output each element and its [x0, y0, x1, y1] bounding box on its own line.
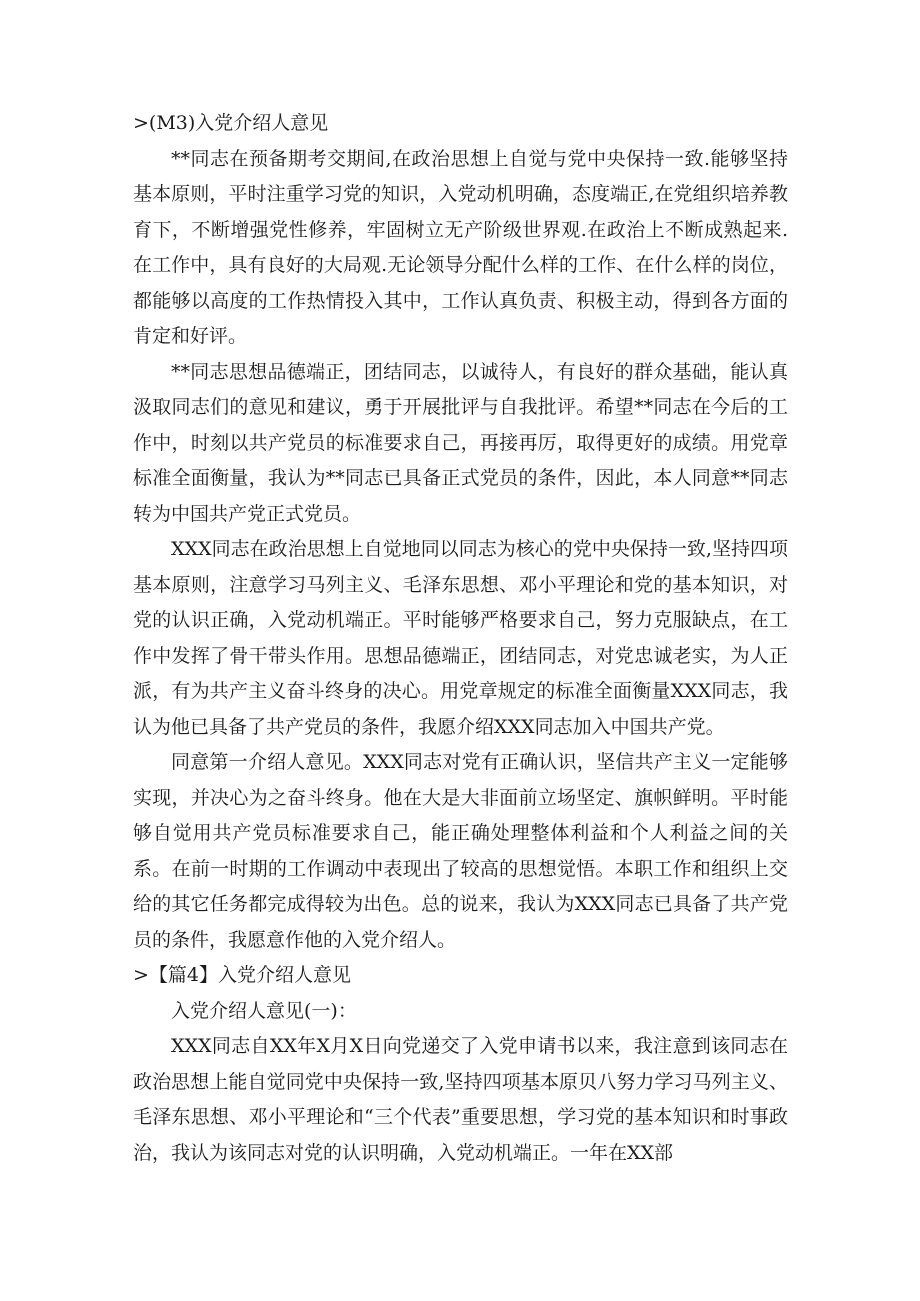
section-heading-4: >【篇4】入党介绍人意见 [133, 964, 352, 986]
paragraph-1: **同志在预备期考交期间,在政治思想上自觉与党中央保持一致.能够坚持基本原则，平时注重学习党的知识，入党动机明确，态度端正,在党组织培养教育下，不断增强党性修养，牢固树立无产阶级世界观.在政治上不断成熟起来.在工作中，具有良好的大局观.无论领导分配什么样的工作、在什么样的岗位，都能够以高度的工作热情投入其中，工作认真负责、积极主动，得到各方面的肯定和好评。 [133, 147, 788, 347]
document-body [133, 106, 788, 1171]
paragraph-5: XXX同志自XX年X月X日向党递交了入党申请书以来，我注意到该同志在政治思想上能自觉同党中央保持一致,坚持四项基本原贝八努力学习马列主义、毛泽东思想、邓小平理论和“三个代表”重要思想，学习党的基本知识和时事政治，我认为该同志对党的认识明确，入党动机端正。一年在XX部 [133, 1035, 788, 1164]
paragraph-3: XXX同志在政治思想上自觉地同以同志为核心的党中央保持一致,坚持四项基本原则，注意学习马列主义、毛泽东思想、邓小平理论和党的基本知识，对党的认识正确，入党动机端正。平时能够严格要求自己，努力克服缺点，在工作中发挥了骨干带头作用。思想品德端正，团结同志，对党忠诚老实，为人正派，有为共产主义奋斗终身的决心。用党章规定的标准全面衡量XXX同志，我认为他已具备了共产党员的条件，我愿介绍XXX同志加入中国共产党。 [133, 538, 788, 738]
subheading-introducer-opinion-1: 入党介绍人意见(一)： [171, 999, 357, 1022]
section-heading-m3: >(M3)入党介绍人意见 [133, 112, 329, 134]
paragraph-4: 同意第一介绍人意见。XXX同志对党有正确认识，坚信共产主义一定能够实现，并决心为之奋斗终身。他在大是大非面前立场坚定、旗帜鲜明。平时能够自觉用共产党员标准要求自己，能正确处理整体利益和个人利益之间的关系。在前一时期的工作调动中表现出了较高的思想觉悟。本职工作和组织上交给的其它任务都完成得较为出色。总的说来，我认为XXX同志已具备了共产党员的条件，我愿意作他的入党介绍人。 [133, 751, 788, 951]
paragraph-2: **同志思想品德端正，团结同志，以诚待人，有良好的群众基础，能认真汲取同志们的意见和建议，勇于开展批评与自我批评。希望**同志在今后的工作中，时刻以共产党员的标准要求自己，再接再厉，取得更好的成绩。用党章标准全面衡量，我认为**同志已具备正式党员的条件，因此，本人同意**同志转为中国共产党正式党员。 [133, 360, 788, 525]
